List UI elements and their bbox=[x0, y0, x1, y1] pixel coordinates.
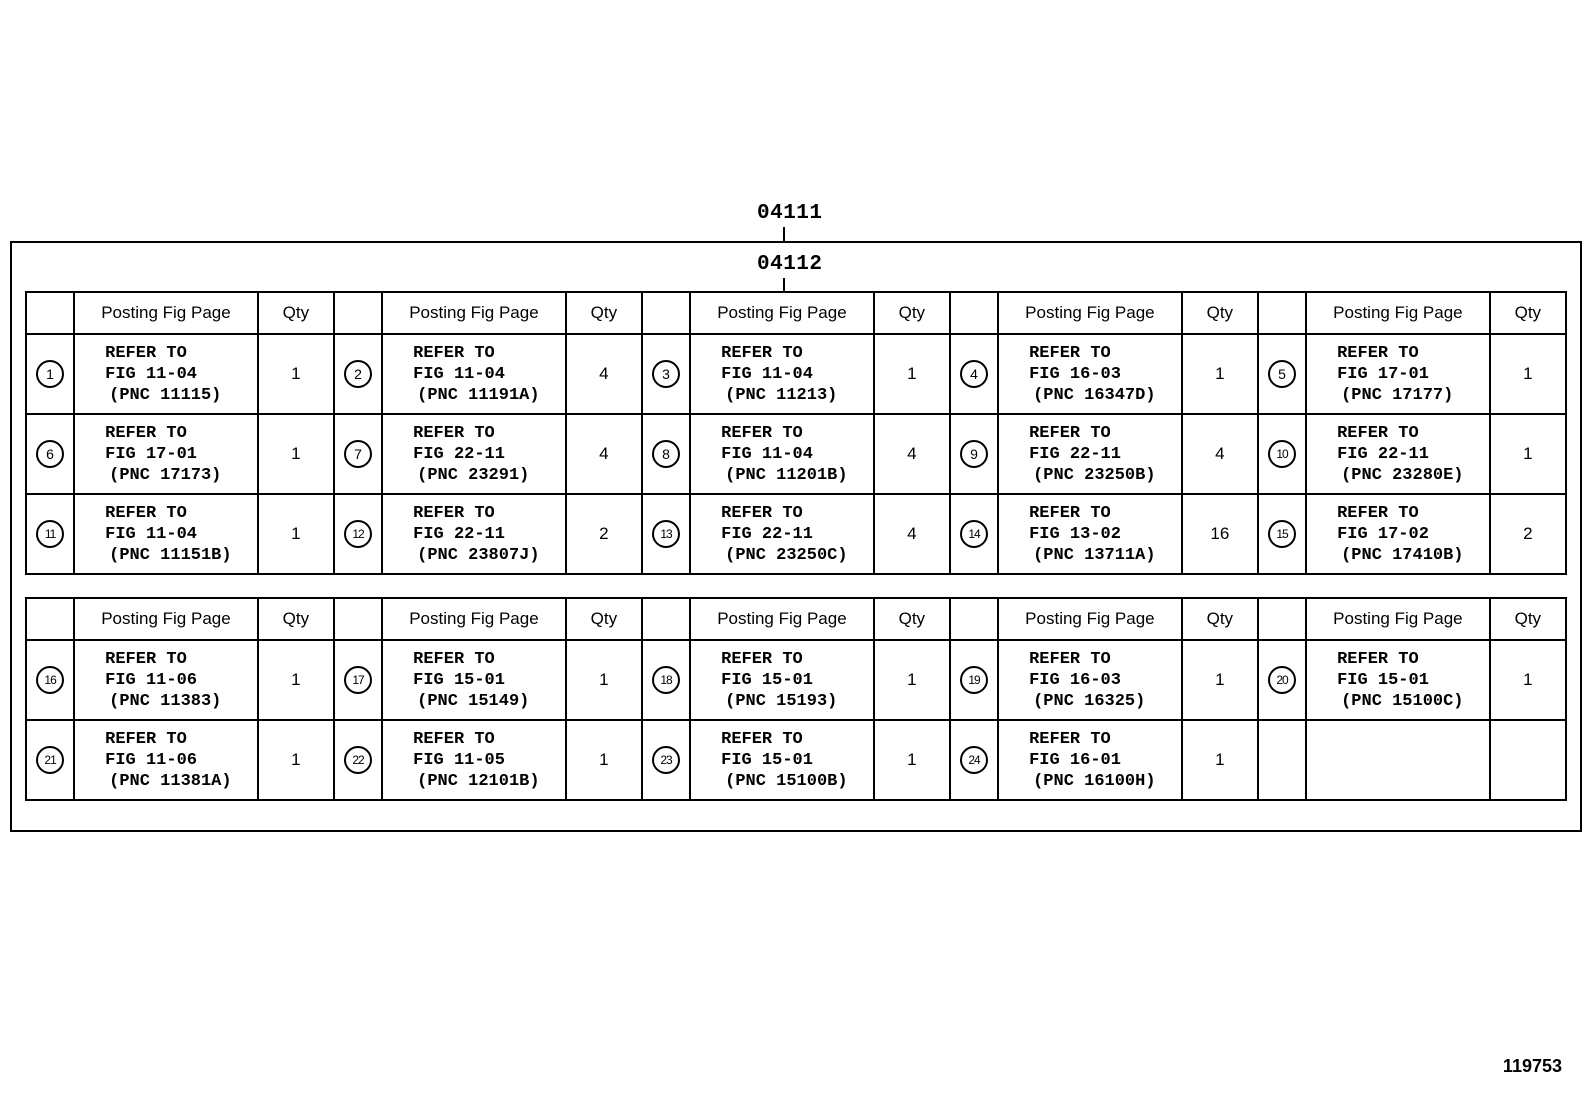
item-number-cell bbox=[642, 720, 690, 800]
item-number-cell bbox=[334, 334, 382, 414]
item-number-cell bbox=[26, 334, 74, 414]
posting-ref-cell bbox=[690, 334, 874, 414]
qty-cell: 4 bbox=[566, 414, 642, 494]
ref-line1: REFER TO bbox=[1029, 729, 1111, 749]
item-number-circle: 22 bbox=[344, 746, 372, 774]
ref-line3: (PNC 11115) bbox=[109, 385, 222, 405]
item-number-circle: 12 bbox=[344, 520, 372, 548]
ref-line2: FIG 15-01 bbox=[721, 670, 813, 690]
ref-line3: (PNC 11151B) bbox=[109, 545, 232, 565]
ref-line2: FIG 11-04 bbox=[413, 364, 505, 384]
posting-ref-cell bbox=[1306, 334, 1490, 414]
ref-line3: (PNC 23807J) bbox=[417, 545, 540, 565]
ref-line1: REFER TO bbox=[105, 343, 187, 363]
ref-line1: REFER TO bbox=[105, 649, 187, 669]
item-number-circle: 4 bbox=[960, 360, 988, 388]
header-qty: Qty bbox=[1490, 292, 1566, 334]
qty-cell: 2 bbox=[1490, 494, 1566, 574]
header-num bbox=[26, 292, 74, 334]
ref-line2: FIG 15-01 bbox=[413, 670, 505, 690]
posting-ref-cell bbox=[382, 494, 566, 574]
header-qty: Qty bbox=[874, 598, 950, 640]
posting-ref-cell bbox=[382, 334, 566, 414]
table-header-row bbox=[26, 598, 1566, 640]
ref-line1: REFER TO bbox=[721, 649, 803, 669]
table-row bbox=[26, 494, 1566, 574]
ref-line1: REFER TO bbox=[721, 729, 803, 749]
qty-cell bbox=[1490, 720, 1566, 800]
ref-line2: FIG 11-04 bbox=[105, 364, 197, 384]
ref-line2: FIG 16-03 bbox=[1029, 364, 1121, 384]
parts-table-1 bbox=[25, 291, 1567, 575]
header-num bbox=[1258, 598, 1306, 640]
subassembly-leader-line bbox=[783, 278, 785, 292]
posting-ref-cell bbox=[690, 640, 874, 720]
item-number-cell bbox=[950, 334, 998, 414]
subassembly-label: 04112 bbox=[757, 253, 823, 276]
qty-cell: 1 bbox=[566, 720, 642, 800]
item-number-circle: 1 bbox=[36, 360, 64, 388]
qty-cell: 4 bbox=[566, 334, 642, 414]
table-row bbox=[26, 640, 1566, 720]
ref-line3: (PNC 17173) bbox=[109, 465, 222, 485]
header-num bbox=[334, 598, 382, 640]
ref-line3: (PNC 11201B) bbox=[725, 465, 848, 485]
posting-ref-cell bbox=[998, 414, 1182, 494]
qty-cell: 1 bbox=[1182, 334, 1258, 414]
ref-line3: (PNC 17410B) bbox=[1341, 545, 1464, 565]
qty-cell: 1 bbox=[258, 720, 334, 800]
header-num bbox=[642, 598, 690, 640]
ref-line2: FIG 11-04 bbox=[721, 444, 813, 464]
header-posting: Posting Fig Page bbox=[382, 598, 566, 640]
header-num bbox=[950, 292, 998, 334]
ref-line1: REFER TO bbox=[1337, 343, 1419, 363]
posting-ref-cell bbox=[998, 334, 1182, 414]
item-number-circle: 3 bbox=[652, 360, 680, 388]
ref-line3: (PNC 11381A) bbox=[109, 771, 232, 791]
item-number-cell bbox=[950, 720, 998, 800]
item-number-cell bbox=[642, 640, 690, 720]
item-number-cell bbox=[1258, 640, 1306, 720]
posting-ref-cell bbox=[74, 334, 258, 414]
qty-cell: 4 bbox=[874, 414, 950, 494]
posting-ref-cell bbox=[382, 414, 566, 494]
figure-id: 119753 bbox=[1502, 1056, 1562, 1076]
ref-line1: REFER TO bbox=[413, 343, 495, 363]
item-number-circle: 15 bbox=[1268, 520, 1296, 548]
ref-line2: FIG 22-11 bbox=[721, 524, 813, 544]
item-number-circle: 2 bbox=[344, 360, 372, 388]
parts-table-2 bbox=[25, 597, 1567, 801]
item-number-circle: 18 bbox=[652, 666, 680, 694]
qty-cell: 1 bbox=[566, 640, 642, 720]
ref-line3: (PNC 15193) bbox=[725, 691, 838, 711]
posting-ref-cell bbox=[1306, 640, 1490, 720]
item-number-circle: 17 bbox=[344, 666, 372, 694]
item-number-cell bbox=[642, 414, 690, 494]
posting-ref-cell bbox=[1306, 494, 1490, 574]
qty-cell: 1 bbox=[874, 640, 950, 720]
posting-ref-cell bbox=[690, 494, 874, 574]
item-number-cell bbox=[334, 720, 382, 800]
qty-cell: 1 bbox=[258, 640, 334, 720]
item-number-cell bbox=[950, 494, 998, 574]
ref-line1: REFER TO bbox=[1029, 503, 1111, 523]
qty-cell: 1 bbox=[1182, 640, 1258, 720]
header-num bbox=[642, 292, 690, 334]
item-number-circle: 6 bbox=[36, 440, 64, 468]
ref-line2: FIG 15-01 bbox=[721, 750, 813, 770]
posting-ref-cell bbox=[74, 640, 258, 720]
ref-line1: REFER TO bbox=[1029, 423, 1111, 443]
header-qty: Qty bbox=[874, 292, 950, 334]
item-number-cell bbox=[1258, 494, 1306, 574]
header-num bbox=[26, 598, 74, 640]
posting-ref-cell bbox=[1306, 414, 1490, 494]
item-number-circle: 24 bbox=[960, 746, 988, 774]
item-number-circle: 14 bbox=[960, 520, 988, 548]
ref-line3: (PNC 16325) bbox=[1033, 691, 1146, 711]
ref-line2: FIG 15-01 bbox=[1337, 670, 1429, 690]
header-posting: Posting Fig Page bbox=[382, 292, 566, 334]
item-number-circle: 7 bbox=[344, 440, 372, 468]
header-qty: Qty bbox=[1182, 292, 1258, 334]
posting-ref-cell bbox=[382, 640, 566, 720]
posting-ref-cell bbox=[74, 720, 258, 800]
ref-line3: (PNC 17177) bbox=[1341, 385, 1454, 405]
item-number-cell bbox=[1258, 414, 1306, 494]
item-number-cell bbox=[334, 494, 382, 574]
qty-cell: 1 bbox=[258, 414, 334, 494]
ref-line2: FIG 22-11 bbox=[413, 444, 505, 464]
item-number-circle: 8 bbox=[652, 440, 680, 468]
posting-ref-cell bbox=[382, 720, 566, 800]
posting-ref-cell bbox=[74, 494, 258, 574]
qty-cell: 1 bbox=[874, 720, 950, 800]
ref-line1: REFER TO bbox=[105, 423, 187, 443]
header-qty: Qty bbox=[566, 598, 642, 640]
ref-line2: FIG 17-02 bbox=[1337, 524, 1429, 544]
table-row bbox=[26, 720, 1566, 800]
ref-line2: FIG 17-01 bbox=[105, 444, 197, 464]
ref-line3: (PNC 11383) bbox=[109, 691, 222, 711]
item-number-cell bbox=[334, 414, 382, 494]
qty-cell: 1 bbox=[874, 334, 950, 414]
item-number-cell bbox=[642, 334, 690, 414]
ref-line3: (PNC 15100C) bbox=[1341, 691, 1464, 711]
ref-line1: REFER TO bbox=[721, 423, 803, 443]
item-number-cell bbox=[26, 720, 74, 800]
header-posting: Posting Fig Page bbox=[998, 292, 1182, 334]
ref-line2: FIG 22-11 bbox=[1337, 444, 1429, 464]
ref-line3: (PNC 16347D) bbox=[1033, 385, 1156, 405]
header-posting: Posting Fig Page bbox=[74, 292, 258, 334]
table-row bbox=[26, 334, 1566, 414]
header-posting: Posting Fig Page bbox=[998, 598, 1182, 640]
ref-line2: FIG 13-02 bbox=[1029, 524, 1121, 544]
ref-line2: FIG 11-05 bbox=[413, 750, 505, 770]
ref-line1: REFER TO bbox=[1337, 649, 1419, 669]
posting-ref-cell bbox=[74, 414, 258, 494]
header-posting: Posting Fig Page bbox=[74, 598, 258, 640]
posting-ref-cell bbox=[998, 720, 1182, 800]
item-number-circle: 20 bbox=[1268, 666, 1296, 694]
ref-line3: (PNC 12101B) bbox=[417, 771, 540, 791]
qty-cell: 16 bbox=[1182, 494, 1258, 574]
ref-line2: FIG 22-11 bbox=[1029, 444, 1121, 464]
ref-line2: FIG 11-06 bbox=[105, 670, 197, 690]
item-number-circle: 16 bbox=[36, 666, 64, 694]
table-row bbox=[26, 414, 1566, 494]
ref-line1: REFER TO bbox=[1029, 343, 1111, 363]
qty-cell: 1 bbox=[1490, 334, 1566, 414]
ref-line2: FIG 22-11 bbox=[413, 524, 505, 544]
header-qty: Qty bbox=[258, 598, 334, 640]
header-qty: Qty bbox=[1182, 598, 1258, 640]
posting-ref-cell bbox=[690, 720, 874, 800]
item-number-circle: 11 bbox=[36, 520, 64, 548]
header-num bbox=[1258, 292, 1306, 334]
item-number-cell bbox=[1258, 334, 1306, 414]
ref-line3: (PNC 15149) bbox=[417, 691, 530, 711]
ref-line3: (PNC 23291) bbox=[417, 465, 530, 485]
qty-cell: 1 bbox=[1490, 640, 1566, 720]
item-number-cell bbox=[642, 494, 690, 574]
qty-cell: 4 bbox=[1182, 414, 1258, 494]
item-number-circle: 9 bbox=[960, 440, 988, 468]
ref-line2: FIG 11-04 bbox=[105, 524, 197, 544]
posting-ref-cell bbox=[1306, 720, 1490, 800]
ref-line2: FIG 16-01 bbox=[1029, 750, 1121, 770]
header-qty: Qty bbox=[258, 292, 334, 334]
header-num bbox=[334, 292, 382, 334]
item-number-cell bbox=[26, 414, 74, 494]
ref-line1: REFER TO bbox=[105, 503, 187, 523]
header-posting: Posting Fig Page bbox=[1306, 292, 1490, 334]
assembly-label: 04111 bbox=[757, 202, 823, 225]
ref-line1: REFER TO bbox=[721, 343, 803, 363]
item-number-circle: 19 bbox=[960, 666, 988, 694]
header-num bbox=[950, 598, 998, 640]
ref-line3: (PNC 16100H) bbox=[1033, 771, 1156, 791]
ref-line3: (PNC 15100B) bbox=[725, 771, 848, 791]
header-qty: Qty bbox=[1490, 598, 1566, 640]
header-qty: Qty bbox=[566, 292, 642, 334]
ref-line3: (PNC 23280E) bbox=[1341, 465, 1464, 485]
qty-cell: 4 bbox=[874, 494, 950, 574]
posting-ref-cell bbox=[690, 414, 874, 494]
ref-line1: REFER TO bbox=[1029, 649, 1111, 669]
qty-cell: 1 bbox=[258, 494, 334, 574]
posting-ref-cell bbox=[998, 640, 1182, 720]
item-number-cell bbox=[26, 640, 74, 720]
item-number-circle: 21 bbox=[36, 746, 64, 774]
ref-line3: (PNC 23250B) bbox=[1033, 465, 1156, 485]
ref-line1: REFER TO bbox=[105, 729, 187, 749]
assembly-leader-line bbox=[783, 227, 785, 241]
ref-line2: FIG 16-03 bbox=[1029, 670, 1121, 690]
item-number-circle: 10 bbox=[1268, 440, 1296, 468]
header-posting: Posting Fig Page bbox=[1306, 598, 1490, 640]
ref-line2: FIG 17-01 bbox=[1337, 364, 1429, 384]
qty-cell: 1 bbox=[1490, 414, 1566, 494]
ref-line3: (PNC 13711A) bbox=[1033, 545, 1156, 565]
ref-line1: REFER TO bbox=[1337, 503, 1419, 523]
ref-line1: REFER TO bbox=[413, 649, 495, 669]
posting-ref-cell bbox=[998, 494, 1182, 574]
ref-line2: FIG 11-06 bbox=[105, 750, 197, 770]
item-number-cell bbox=[950, 640, 998, 720]
ref-line1: REFER TO bbox=[721, 503, 803, 523]
ref-line1: REFER TO bbox=[413, 503, 495, 523]
qty-cell: 1 bbox=[258, 334, 334, 414]
ref-line3: (PNC 11213) bbox=[725, 385, 838, 405]
qty-cell: 1 bbox=[1182, 720, 1258, 800]
item-number-circle: 5 bbox=[1268, 360, 1296, 388]
item-number-cell bbox=[334, 640, 382, 720]
ref-line1: REFER TO bbox=[413, 423, 495, 443]
item-number-cell bbox=[26, 494, 74, 574]
header-posting: Posting Fig Page bbox=[690, 292, 874, 334]
item-number-circle: 13 bbox=[652, 520, 680, 548]
ref-line2: FIG 11-04 bbox=[721, 364, 813, 384]
qty-cell: 2 bbox=[566, 494, 642, 574]
ref-line3: (PNC 23250C) bbox=[725, 545, 848, 565]
header-posting: Posting Fig Page bbox=[690, 598, 874, 640]
item-number-cell bbox=[950, 414, 998, 494]
ref-line1: REFER TO bbox=[413, 729, 495, 749]
ref-line1: REFER TO bbox=[1337, 423, 1419, 443]
table-header-row bbox=[26, 292, 1566, 334]
ref-line3: (PNC 11191A) bbox=[417, 385, 540, 405]
item-number-circle: 23 bbox=[652, 746, 680, 774]
item-number-cell bbox=[1258, 720, 1306, 800]
